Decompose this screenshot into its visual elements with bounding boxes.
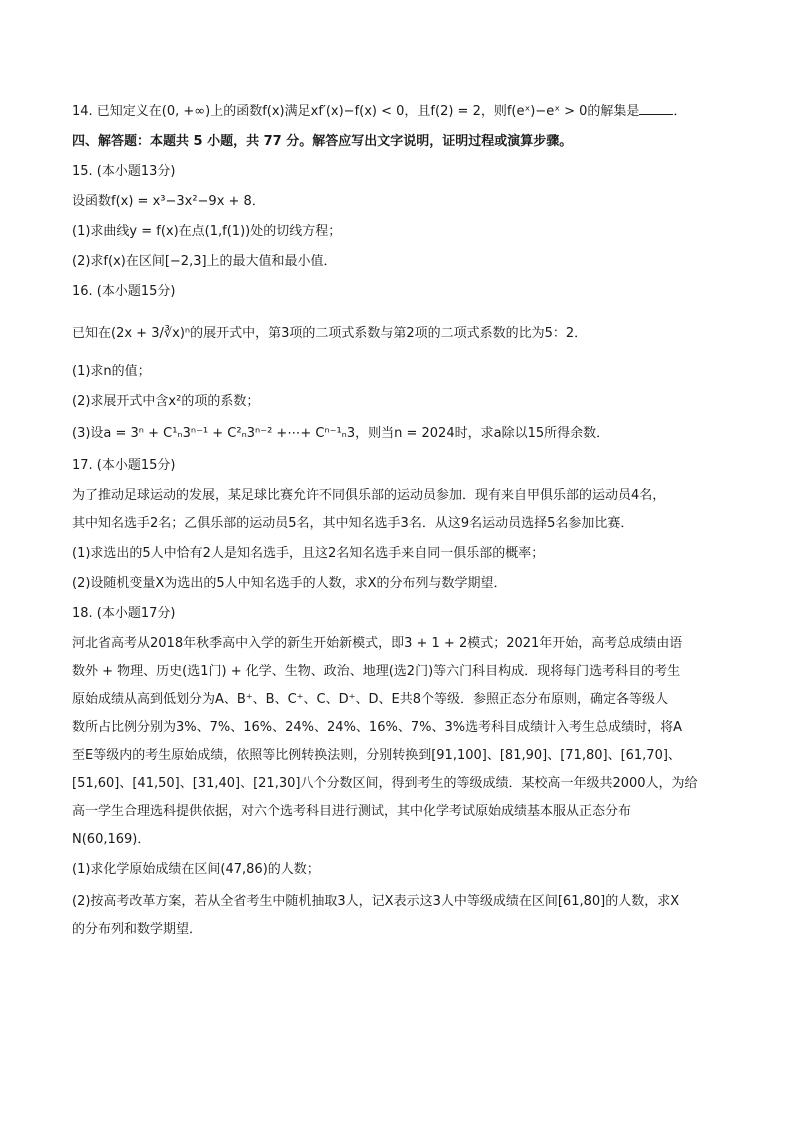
question-18-stem-line-3: 原始成绩从高到低划分为A、B⁺、B、C⁺、C、D⁺、D、E共8个等级．参照正态分布原则，确定各等级人 <box>72 692 668 707</box>
question-18-stem-line-6: [51,60]、[41,50]、[31,40]、[21,30]八个分数区间，得到考生的等级成绩．某校高一年级共2000人，为给 <box>72 776 698 791</box>
question-18-part-1: (1)求化学原始成绩在区间(47,86)的人数； <box>72 862 320 877</box>
question-18-part-2-line-2: 的分布列和数学期望． <box>72 922 203 937</box>
question-18-stem-line-8: N(60,169)． <box>72 832 151 847</box>
question-18-heading: 18. (本小题17分) <box>72 606 176 621</box>
question-14: 14. 已知定义在(0, +∞)上的函数f(x)满足xf′(x)−f(x) < 0，且f(2) = 2，则f(eˣ)−eˣ > 0的解集是 ． <box>72 104 687 119</box>
question-18-stem-line-4: 数所占比例分别为3%、7%、16%、24%、24%、16%、7%、3%选考科目成绩计入考生总成绩时，将A <box>72 720 682 735</box>
question-15-part-1: (1)求曲线y = f(x)在点(1,f(1))处的切线方程； <box>72 224 342 239</box>
question-18-stem-line-5: 至E等级内的考生原始成绩，依照等比例转换法则，分别转换到[91,100]、[81,90]、[71,80]、[61,70]、 <box>72 748 681 763</box>
question-16-part-3: (3)设a = 3ⁿ + C¹ₙ3ⁿ⁻¹ + C²ₙ3ⁿ⁻² +⋯+ Cⁿ⁻¹ₙ3，则当n = 2024时，求a除以15所得余数． <box>72 426 610 441</box>
question-15-part-2: (2)求f(x)在区间[−2,3]上的最大值和最小值． <box>72 254 337 269</box>
question-17-stem-line-2: 其中知名选手2名；乙俱乐部的运动员5名，其中知名选手3名．从这9名运动员选择5名参加比赛． <box>72 516 634 531</box>
question-18-stem-line-2: 数外 + 物理、历史(选1门) + 化学、生物、政治、地理(选2门)等六门科目构成．现将每门选考科目的考生 <box>72 664 681 679</box>
question-17-heading: 17. (本小题15分) <box>72 458 176 473</box>
question-18-stem-line-7: 高一学生合理选科提供依据，对六个选考科目进行测试，其中化学考试原始成绩基本服从正态分布 <box>72 804 632 819</box>
question-16-part-1: (1)求n的值； <box>72 364 151 379</box>
section-heading: 四、解答题：本题共 5 小题，共 77 分。解答应写出文字说明，证明过程或演算步骤。 <box>72 134 573 149</box>
answer-blank <box>639 102 673 115</box>
question-17-part-1: (1)求选出的5人中恰有2人是知名选手，且这2名知名选手来自同一俱乐部的概率； <box>72 546 545 561</box>
question-15-heading: 15. (本小题13分) <box>72 164 176 179</box>
question-16-heading: 16. (本小题15分) <box>72 284 176 299</box>
question-17-part-2: (2)设随机变量X为选出的5人中知名选手的人数，求X的分布列与数学期望． <box>72 576 507 591</box>
question-17-stem-line-1: 为了推动足球运动的发展，某足球比赛允许不同俱乐部的运动员参加．现有来自甲俱乐部的运动员4名， <box>72 488 666 503</box>
question-18-part-2-line-1: (2)按高考改革方案，若从全省考生中随机抽取3人，记X表示这3人中等级成绩在区间[61,80]的人数，求X <box>72 894 680 909</box>
question-15-stem: 设函数f(x) = x³−3x²−9x + 8． <box>72 194 265 209</box>
question-16-stem: 已知在(2x + 3/∛x)ⁿ的展开式中，第3项的二项式系数与第2项的二项式系数的比为5：2． <box>72 326 588 341</box>
question-18-stem-line-1: 河北省高考从2018年秋季高中入学的新生开始新模式，即3 + 1 + 2模式；2021年开始，高考总成绩由语 <box>72 636 683 651</box>
question-16-part-2: (2)求展开式中含x²的项的系数； <box>72 394 260 409</box>
